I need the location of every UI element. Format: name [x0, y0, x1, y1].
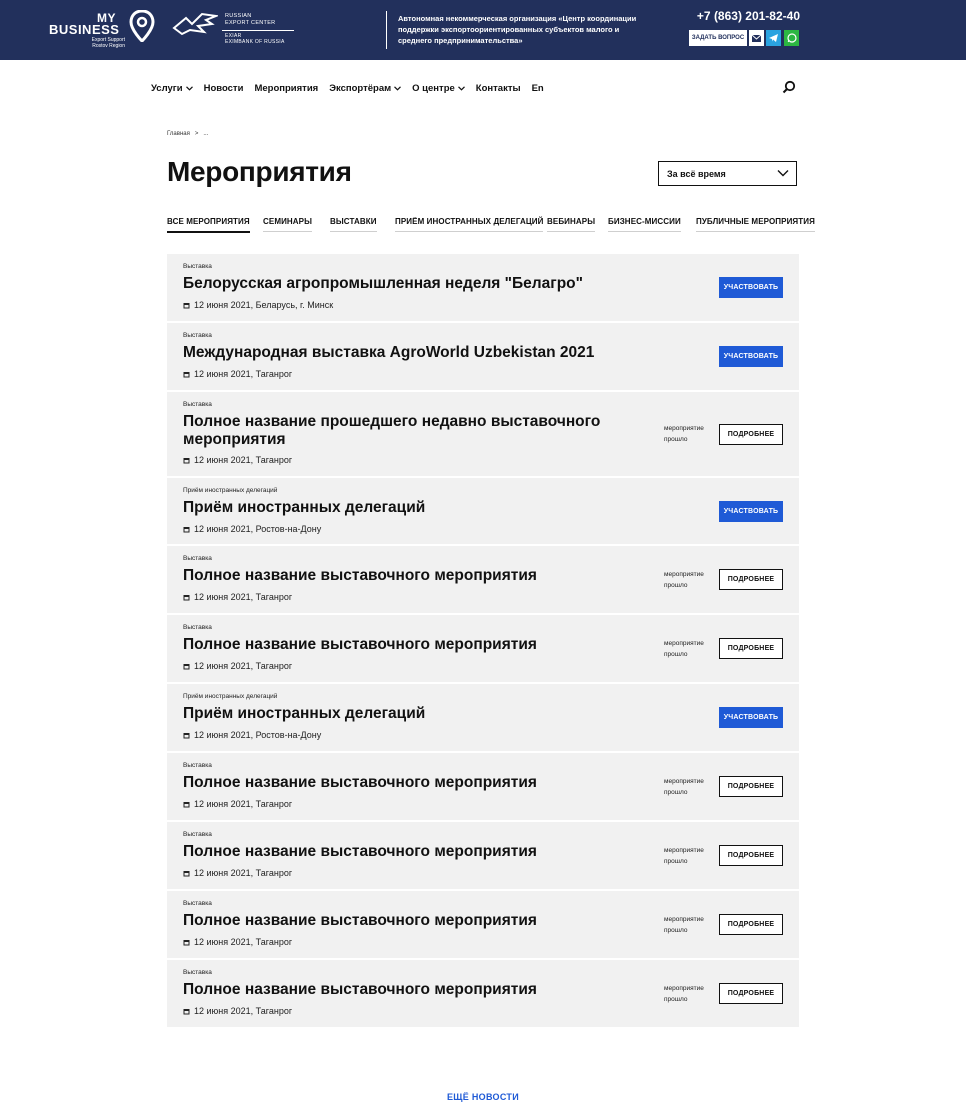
calendar-icon [183, 801, 190, 808]
rec-line-2: EXPORT CENTER [225, 20, 276, 26]
nav-item[interactable] [476, 80, 521, 96]
event-meta [183, 592, 292, 602]
whatsapp-icon [787, 33, 797, 43]
calendar-icon [183, 663, 190, 670]
tab-item[interactable]: ВСЕ МЕРОПРИЯТИЯ [167, 217, 250, 233]
search-button[interactable] [782, 80, 798, 96]
event-status [664, 776, 714, 798]
nav-item-label: Экспортёрам [329, 82, 392, 94]
event-status-line-1: мероприятие [664, 425, 704, 432]
event-title[interactable]: Полное название выставочного мероприятия [183, 567, 537, 584]
event-meta [183, 300, 333, 310]
calendar-icon [183, 1008, 190, 1015]
tab-item[interactable]: БИЗНЕС-МИССИИ [608, 217, 681, 232]
nav-item[interactable] [151, 80, 193, 96]
event-meta [183, 730, 321, 740]
nav-item[interactable] [329, 80, 401, 96]
event-date-place: 12 июня 2021, Беларусь, г. Минск [194, 300, 334, 310]
breadcrumb-current: ... [203, 131, 209, 137]
event-meta [183, 937, 292, 947]
event-tabs [167, 217, 815, 235]
calendar-icon [183, 526, 190, 533]
event-title[interactable]: Полное название выставочного мероприятия [183, 981, 537, 998]
mail-button[interactable] [749, 30, 764, 46]
event-title[interactable]: Полное название выставочного мероприятия [183, 843, 537, 860]
ask-question-button[interactable]: ЗАДАТЬ ВОПРОС [689, 30, 747, 46]
event-title[interactable]: Приём иностранных делегаций [183, 705, 426, 722]
breadcrumb [167, 131, 208, 137]
telegram-button[interactable] [766, 30, 781, 46]
logo-subtitle: Export Support Rostov Region [91, 37, 125, 49]
rec-divider [222, 30, 294, 31]
event-date-place: 12 июня 2021, Ростов-на-Дону [194, 730, 322, 740]
event-date-place: 12 июня 2021, Таганрог [194, 661, 293, 671]
event-status-line-2: прошло [664, 582, 688, 589]
event-date-place: 12 июня 2021, Таганрог [194, 799, 293, 809]
calendar-icon [183, 457, 190, 464]
event-status [664, 638, 714, 660]
more-news-link[interactable]: ЕЩЁ НОВОСТИ [446, 1092, 519, 1102]
event-status-line-1: мероприятие [664, 985, 704, 992]
more-button[interactable]: ПОДРОБНЕЕ [719, 983, 783, 1004]
more-button[interactable]: ПОДРОБНЕЕ [719, 638, 783, 659]
participate-button[interactable]: УЧАСТВОВАТЬ [719, 277, 783, 298]
nav-item[interactable] [254, 80, 318, 96]
period-select-value: За всё время [667, 168, 726, 179]
event-status-line-1: мероприятие [664, 916, 704, 923]
more-button[interactable]: ПОДРОБНЕЕ [719, 569, 783, 590]
telegram-icon [769, 34, 778, 42]
event-meta [183, 1006, 292, 1016]
event-title[interactable]: Полное название выставочного мероприятия [183, 636, 537, 653]
event-card[interactable] [167, 478, 799, 544]
page-title: Мероприятия [167, 156, 352, 187]
nav-item-label: Услуги [151, 82, 183, 94]
event-card[interactable] [167, 323, 799, 390]
event-meta [183, 799, 292, 809]
rec-line-1: RUSSIAN [225, 13, 252, 19]
event-title[interactable]: Полное название выставочного мероприятия [183, 912, 537, 929]
more-button[interactable]: ПОДРОБНЕЕ [719, 424, 783, 445]
event-card[interactable] [167, 254, 799, 321]
chevron-down-icon [394, 86, 401, 91]
event-category: Выставка [183, 969, 212, 976]
rec-line-4: EXIMBANK OF RUSSIA [225, 39, 285, 45]
event-meta [183, 868, 292, 878]
event-status-line-1: мероприятие [664, 778, 704, 785]
tab-item[interactable]: СЕМИНАРЫ [263, 217, 312, 232]
event-category: Выставка [183, 762, 212, 769]
event-card[interactable] [167, 684, 799, 751]
location-pin-icon [129, 10, 155, 42]
nav-item-label: О центре [412, 82, 455, 94]
event-card[interactable] [167, 392, 799, 476]
calendar-icon [183, 371, 190, 378]
event-status-line-1: мероприятие [664, 571, 704, 578]
event-meta [183, 455, 292, 465]
event-date-place: 12 июня 2021, Таганрог [194, 937, 293, 947]
event-meta [183, 661, 292, 671]
chevron-down-icon [186, 86, 193, 91]
event-status-line-1: мероприятие [664, 847, 704, 854]
participate-button[interactable]: УЧАСТВОВАТЬ [719, 707, 783, 728]
tab-item[interactable]: ПУБЛИЧНЫЕ МЕРОПРИЯТИЯ [696, 217, 815, 232]
rec-mark-icon [172, 12, 218, 36]
event-status [664, 569, 714, 591]
whatsapp-button[interactable] [784, 30, 799, 46]
search-icon [782, 80, 796, 94]
event-status-line-2: прошло [664, 858, 688, 865]
event-category: Выставка [183, 831, 212, 838]
event-category: Выставка [183, 263, 212, 270]
event-title[interactable]: Белорусская агропромышленная неделя "Белагро" [183, 275, 583, 292]
rec-line-3: EXIAR [225, 33, 242, 39]
event-status-line-2: прошло [664, 651, 688, 658]
tab-item[interactable]: ВЕБИНАРЫ [547, 217, 595, 232]
event-status [664, 914, 714, 936]
nav-item-label: Контакты [475, 82, 521, 94]
event-status-line-2: прошло [664, 927, 688, 934]
event-category: Приём иностранных делегаций [183, 693, 278, 700]
mail-icon [752, 35, 761, 42]
event-category: Выставка [183, 624, 212, 631]
calendar-icon [183, 302, 190, 309]
event-title[interactable]: Полное название выставочного мероприятия [183, 774, 537, 791]
event-date-place: 12 июня 2021, Таганрог [194, 1006, 293, 1016]
nav-item[interactable] [532, 80, 544, 96]
participate-button[interactable]: УЧАСТВОВАТЬ [719, 346, 783, 367]
nav-item[interactable] [412, 80, 465, 96]
event-meta [183, 369, 292, 379]
organization-text: Автономная некоммерческая организация «Центр координации поддержки экспортоориентированных субъектов малого и среднего предпринимательства» [398, 14, 637, 45]
event-category: Выставка [183, 900, 212, 907]
nav-item-label: En [531, 82, 544, 94]
event-title[interactable]: Приём иностранных делегаций [183, 499, 426, 516]
event-card[interactable] [167, 960, 799, 1027]
participate-button[interactable]: УЧАСТВОВАТЬ [719, 501, 783, 522]
event-status-line-1: мероприятие [664, 640, 704, 647]
more-button[interactable]: ПОДРОБНЕЕ [719, 845, 783, 866]
event-category: Приём иностранных делегаций [183, 487, 278, 494]
event-status [664, 983, 714, 1005]
event-title[interactable]: Полное название прошедшего недавно выставочного мероприятия [183, 413, 601, 448]
nav-item-label: Мероприятия [254, 82, 319, 94]
calendar-icon [183, 939, 190, 946]
header-divider [386, 11, 387, 49]
tab-item[interactable]: ВЫСТАВКИ [330, 217, 377, 232]
event-status [664, 423, 714, 445]
breadcrumb-separator: > [194, 131, 199, 137]
event-card[interactable] [167, 891, 799, 958]
event-status-line-2: прошло [664, 789, 688, 796]
event-card[interactable] [167, 615, 799, 682]
more-button[interactable]: ПОДРОБНЕЕ [719, 776, 783, 797]
top-header [0, 0, 966, 60]
more-button[interactable]: ПОДРОБНЕЕ [719, 914, 783, 935]
nav-item[interactable] [204, 80, 244, 96]
event-date-place: 12 июня 2021, Таганрог [194, 455, 293, 465]
tab-item[interactable]: ПРИЁМ ИНОСТРАННЫХ ДЕЛЕГАЦИЙ [395, 217, 543, 232]
calendar-icon [183, 870, 190, 877]
event-date-place: 12 июня 2021, Таганрог [194, 868, 293, 878]
event-card[interactable] [167, 822, 799, 889]
event-meta [183, 524, 321, 534]
chevron-down-icon [777, 168, 789, 178]
event-date-place: 12 июня 2021, Таганрог [194, 369, 293, 379]
event-status-line-2: прошло [664, 436, 688, 443]
event-category: Выставка [183, 332, 212, 339]
calendar-icon [183, 594, 190, 601]
my-business-logo[interactable] [49, 10, 159, 52]
breadcrumb-home[interactable]: Главная [167, 131, 190, 137]
logo-my-text: MY [97, 11, 116, 25]
period-select[interactable] [658, 161, 797, 186]
russian-export-center-logo[interactable] [172, 10, 302, 52]
nav-item-label: Новости [203, 82, 244, 94]
event-category: Выставка [183, 401, 212, 408]
event-title[interactable]: Международная выставка AgroWorld Uzbekistan 2021 [183, 344, 595, 361]
logo-business-text: BUSINESS [49, 22, 120, 37]
event-category: Выставка [183, 555, 212, 562]
chevron-down-icon [458, 86, 465, 91]
event-card[interactable] [167, 546, 799, 613]
event-status-line-2: прошло [664, 996, 688, 1003]
calendar-icon [183, 732, 190, 739]
main-nav [151, 80, 555, 96]
event-date-place: 12 июня 2021, Таганрог [194, 592, 293, 602]
event-date-place: 12 июня 2021, Ростов-на-Дону [194, 524, 322, 534]
event-card[interactable] [167, 753, 799, 820]
event-status [664, 845, 714, 867]
phone-number[interactable]: +7 (863) 201-82-40 [696, 9, 800, 23]
